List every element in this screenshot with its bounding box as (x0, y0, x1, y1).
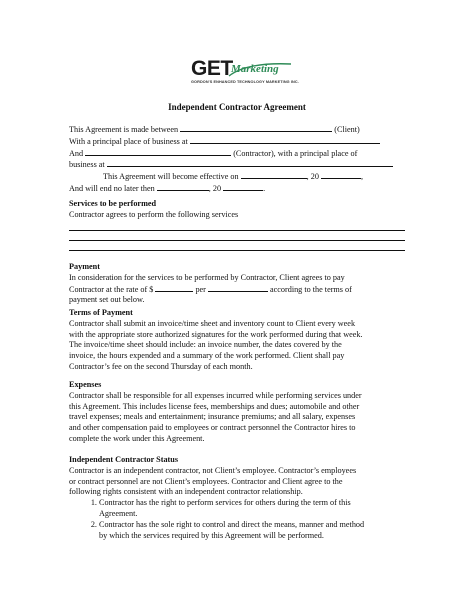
intro-text: This Agreement will become effective on (103, 172, 239, 182)
services-line-2[interactable] (69, 231, 405, 241)
expenses-line: Contractor shall be responsible for all expenses incurred while performing services under (69, 390, 362, 400)
effective-year-field[interactable] (321, 171, 363, 182)
expenses-heading: Expenses (69, 380, 102, 389)
status-heading: Independent Contractor Status (69, 455, 179, 464)
expenses-line: travel expenses; meals and entertainment; insurance premiums; and all salary, expenses (69, 412, 356, 422)
intro-text: (Contractor), with a principal place of (233, 148, 358, 158)
logo-mark: GET (191, 57, 233, 80)
intro-text: business at (69, 160, 105, 170)
document-title: Independent Contractor Agreement (168, 102, 306, 112)
effective-date-field[interactable] (241, 171, 307, 179)
payment-line-3: payment set out below. (69, 295, 145, 305)
services-line-3[interactable] (69, 241, 405, 251)
contractor-address-field[interactable] (107, 159, 393, 167)
status-line: Contractor is an independent contractor, not Client’s employee. Contractor’s employees (69, 465, 357, 475)
intro-text: (Client) (334, 125, 360, 134)
terms-line: Contractor shall submit an invoice/time sheet and inventory count to Client every week (69, 318, 356, 328)
terms-line: The invoice/time sheet should include: an invoice number, the dates covered by the (69, 340, 342, 350)
terms-section (69, 308, 409, 373)
intro-text: And will end no later then (69, 183, 155, 193)
intro-line-6 (69, 183, 409, 195)
intro-line-3 (69, 148, 409, 160)
expenses-line: and other compensation paid to employees or contract personnel the Contractor hires to (69, 423, 356, 433)
expenses-line: this Agreement. This includes license fees, memberships and dues; automobile and other (69, 401, 360, 411)
terms-line: with the appropriate store authorized signatures for the work performed during that week. (69, 329, 363, 339)
status-line: or contract personnel are not Client’s employees. Contractor and Client agree to the (69, 476, 343, 486)
payment-heading: Payment (69, 262, 100, 271)
services-heading: Services to be performed (69, 199, 157, 208)
end-year-field[interactable] (223, 183, 266, 193)
services-text: Contractor agrees to perform the following services (69, 209, 239, 219)
end-date-field[interactable] (157, 183, 209, 191)
list-item-text: 2. Contractor has the sole right to control and direct the means, manner and method (99, 519, 365, 529)
client-name-field[interactable] (180, 124, 332, 132)
contractor-name-field[interactable] (85, 148, 231, 156)
logo-tagline: GORDON'S ENHANCED TECHNOLOGY MARKETING INC. (191, 80, 299, 84)
payment-text: per (195, 284, 206, 294)
status-list-item-1 (99, 498, 409, 520)
payment-line-2 (69, 284, 409, 296)
client-address-field[interactable] (190, 136, 380, 144)
status-list-item-2 (99, 520, 409, 542)
intro-text: This Agreement is made between (69, 125, 179, 134)
payment-text: according to the terms of (270, 284, 352, 294)
list-item-text: Agreement. (99, 508, 138, 518)
intro-text: . (263, 183, 266, 193)
payment-text: Contractor at the rate of $ (69, 284, 154, 294)
payment-line-1: In consideration for the services to be performed by Contractor, Client agrees to pay (69, 272, 345, 282)
intro-line-5 (69, 171, 409, 183)
terms-line: invoice, the hours expended and a summary of the work performed. Client shall pay (69, 351, 345, 361)
intro-text: With a principal place of business at (69, 136, 188, 146)
status-line: following rights consistent with an independent contractor relationship. (69, 487, 303, 497)
intro-line-4 (69, 159, 409, 171)
expenses-section (69, 380, 409, 445)
list-item-text: 1. Contractor has the right to perform services for others during the term of this (99, 498, 351, 508)
intro-text: , 20 (208, 183, 222, 193)
intro-line-1 (69, 124, 409, 136)
intro-line-2 (69, 136, 409, 148)
terms-heading: Terms of Payment (69, 308, 133, 317)
terms-line: Contractor’s fee on the second Thursday of each month. (69, 361, 253, 371)
logo-script: Marketing (231, 63, 279, 75)
intro-text: And (69, 148, 84, 158)
list-item-text: by which the services required by this Agreement will be performed. (99, 530, 324, 540)
company-logo (191, 57, 299, 92)
rate-amount-field[interactable] (155, 284, 193, 292)
intro-text: , 20 (306, 172, 319, 182)
intro-text: , (360, 172, 363, 182)
services-section (69, 199, 409, 251)
status-list (69, 498, 409, 541)
expenses-line: complete the work under this Agreement. (69, 433, 205, 443)
payment-section (69, 262, 409, 306)
rate-unit-field[interactable] (208, 284, 268, 292)
status-section (69, 455, 409, 541)
services-line-1[interactable] (69, 221, 405, 231)
intro-section (69, 124, 409, 195)
